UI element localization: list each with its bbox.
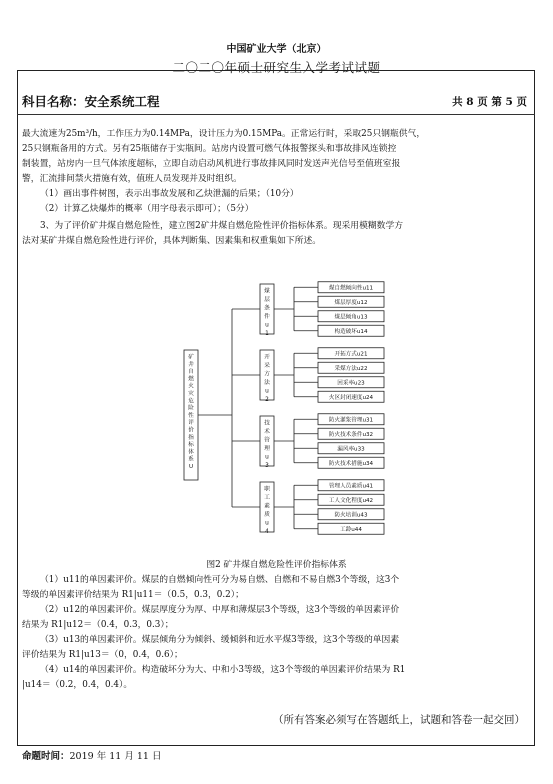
text-line: （1）画出事件树图，表示出事故发展和乙炔泄漏的后果；（10分） [40, 189, 299, 199]
group-label-char: 技 [264, 420, 270, 427]
text-line: （2）计算乙炔爆炸的概率（用字母表示即可）；（5分） [40, 204, 254, 214]
text-line: |u14＝（0.2，0.4，0.4）。 [22, 680, 133, 690]
group-label-char: 层 [264, 297, 270, 303]
text-line: 25只钢瓶备用的方式。另有25瓶储存于实瓶间。站房内设置可燃气体报警探头和事故排风连锁控 [22, 144, 397, 154]
group-label-char: 方 [264, 371, 270, 378]
root-label-char: 评 [188, 420, 194, 427]
root-label-char: 自 [188, 369, 194, 376]
item-label: 防火培训u43 [334, 512, 368, 519]
index-system-diagram [150, 278, 410, 548]
item-label: 漏风率u33 [337, 446, 365, 453]
exam-date [22, 748, 161, 762]
text-line: 3、为了评价矿井煤自燃危险性，建立图2矿井煤自燃危险性评价指标体系。现采用模糊数学方 [40, 221, 404, 231]
group-label-char: 工 [264, 495, 270, 501]
group-label-char: 术 [264, 429, 270, 435]
group-label-char: 法 [264, 380, 270, 386]
root-label-char: 井 [188, 361, 194, 368]
group-label-char: 3 [265, 463, 269, 469]
group-label-char: 开 [264, 354, 270, 361]
group-label-char: u [265, 520, 269, 527]
header-divider [17, 114, 535, 115]
item-label: 火区封闭速度u24 [328, 394, 374, 401]
exam-title: 二〇二〇年硕士研究生入学考试试题 [172, 60, 381, 75]
text-line: （4）u14的单因素评价。构造破坏分为大、中和小3等级，这3个等级的单因素评价结果为 R1 [40, 665, 406, 675]
text-line: 法对某矿井煤自燃危险性进行评价，具体判断集、因素集和权重集如下所述。 [22, 236, 322, 246]
group-label-char: u [265, 322, 269, 329]
group-label-char: 煤 [264, 288, 270, 295]
figure-caption: 图2 矿井煤自燃危险性评价指标体系 [206, 560, 347, 570]
item-label: 煤层倾角u13 [334, 314, 368, 321]
root-label-char: 价 [188, 427, 194, 434]
root-label-char: 危 [188, 398, 194, 405]
group-label-char: 件 [264, 314, 270, 320]
group-label-char: 管 [264, 437, 270, 444]
root-label-char: 火 [188, 383, 194, 390]
item-label: 开拓方式u21 [334, 351, 368, 358]
root-label-char: 燃 [188, 376, 194, 383]
root-label-char: 系 [188, 456, 194, 463]
group-label-char: 质 [264, 512, 270, 518]
item-label: 煤自燃倾向性u11 [328, 285, 374, 292]
root-label-char: 险 [188, 405, 194, 412]
group-label-char: u [265, 388, 269, 395]
item-label: 工龄u44 [340, 526, 362, 533]
evaluation-text [22, 573, 522, 693]
item-label: 防火灌浆管理u31 [328, 417, 374, 424]
text-line: 等级的单因素评价结果为 R1|u11＝（0.5，0.3，0.2）； [22, 590, 244, 600]
root-label-char: 标 [188, 442, 194, 449]
root-label-char: 体 [188, 449, 194, 456]
root-label-char: 指 [188, 434, 194, 441]
answer-note: （所有答案必须写在答题纸上，试题和答卷一起交回） [273, 714, 525, 726]
text-line: （1）u11的单因素评价。煤层的自燃倾向性可分为易自燃、自燃和不易自燃3个等级，这3个 [40, 575, 400, 585]
text-line: （2）u12的单因素评价。煤层厚度分为厚、中厚和薄煤层3个等级，这3个等级的单因素评价 [40, 605, 400, 615]
date-label: 命题时间： [22, 751, 70, 762]
subject-name: 科目名称：安全系统工程 [22, 94, 160, 109]
text-line: 最大流速为25m³/h，工作压力为0.14MPa，设计压力为0.15MPa。正常运行时，采取25只钢瓶供气， [22, 129, 426, 139]
page-info: 共 8 页 第 5 页 [452, 96, 527, 108]
university-name: 中国矿业大学（北京） [226, 44, 327, 55]
group-label-char: u [265, 454, 269, 461]
text-line: 结果为 R1|u12＝（0.4，0.3，0.3）； [22, 620, 174, 630]
group-label-char: 条 [264, 305, 270, 312]
text-line: 评价结果为 R1|u13＝（0，0.4，0.6）； [22, 650, 183, 660]
date-value: 2019 年 11 月 11 日 [69, 751, 162, 762]
text-line: 警，汇流排间禁火措施有效，值班人员发现并及时组织。 [22, 174, 242, 184]
item-label: 煤层厚度u12 [334, 299, 368, 306]
group-label-char: 职 [264, 486, 270, 493]
text-line: 制装置，站房内一旦气体浓度超标，立即自动启动风机进行事故排风同时发送声光信号至值班室报 [22, 159, 401, 169]
item-label: 防火技术措施u34 [328, 460, 374, 467]
root-label-char: U [188, 464, 194, 470]
item-label: 回采率u23 [337, 380, 365, 387]
root-label-char: 性 [188, 412, 194, 419]
index-system-svg [150, 278, 410, 548]
root-label-char: 灾 [188, 391, 194, 397]
item-label: 采煤方法u22 [334, 365, 368, 372]
group-label-char: 4 [265, 529, 269, 535]
text-line: （3）u13的单因素评价。煤层倾角分为倾斜、缓倾斜和近水平煤3等级，这3个等级的单因素 [40, 635, 400, 645]
item-label: 构造破坏u14 [334, 328, 368, 335]
group-label-char: 采 [264, 363, 270, 369]
group-label-char: 素 [264, 503, 270, 510]
item-label: 防火技术条件u32 [328, 431, 374, 438]
group-label-char: 2 [265, 397, 269, 403]
item-label: 管理人员素质u41 [328, 483, 374, 490]
item-label: 工人文化程度u42 [328, 497, 374, 504]
group-label-char: 理 [264, 446, 270, 452]
question-3-intro [22, 219, 522, 249]
group-label-char: 1 [265, 331, 269, 337]
root-label-char: 矿 [188, 354, 194, 361]
question-2-continuation [22, 127, 522, 217]
